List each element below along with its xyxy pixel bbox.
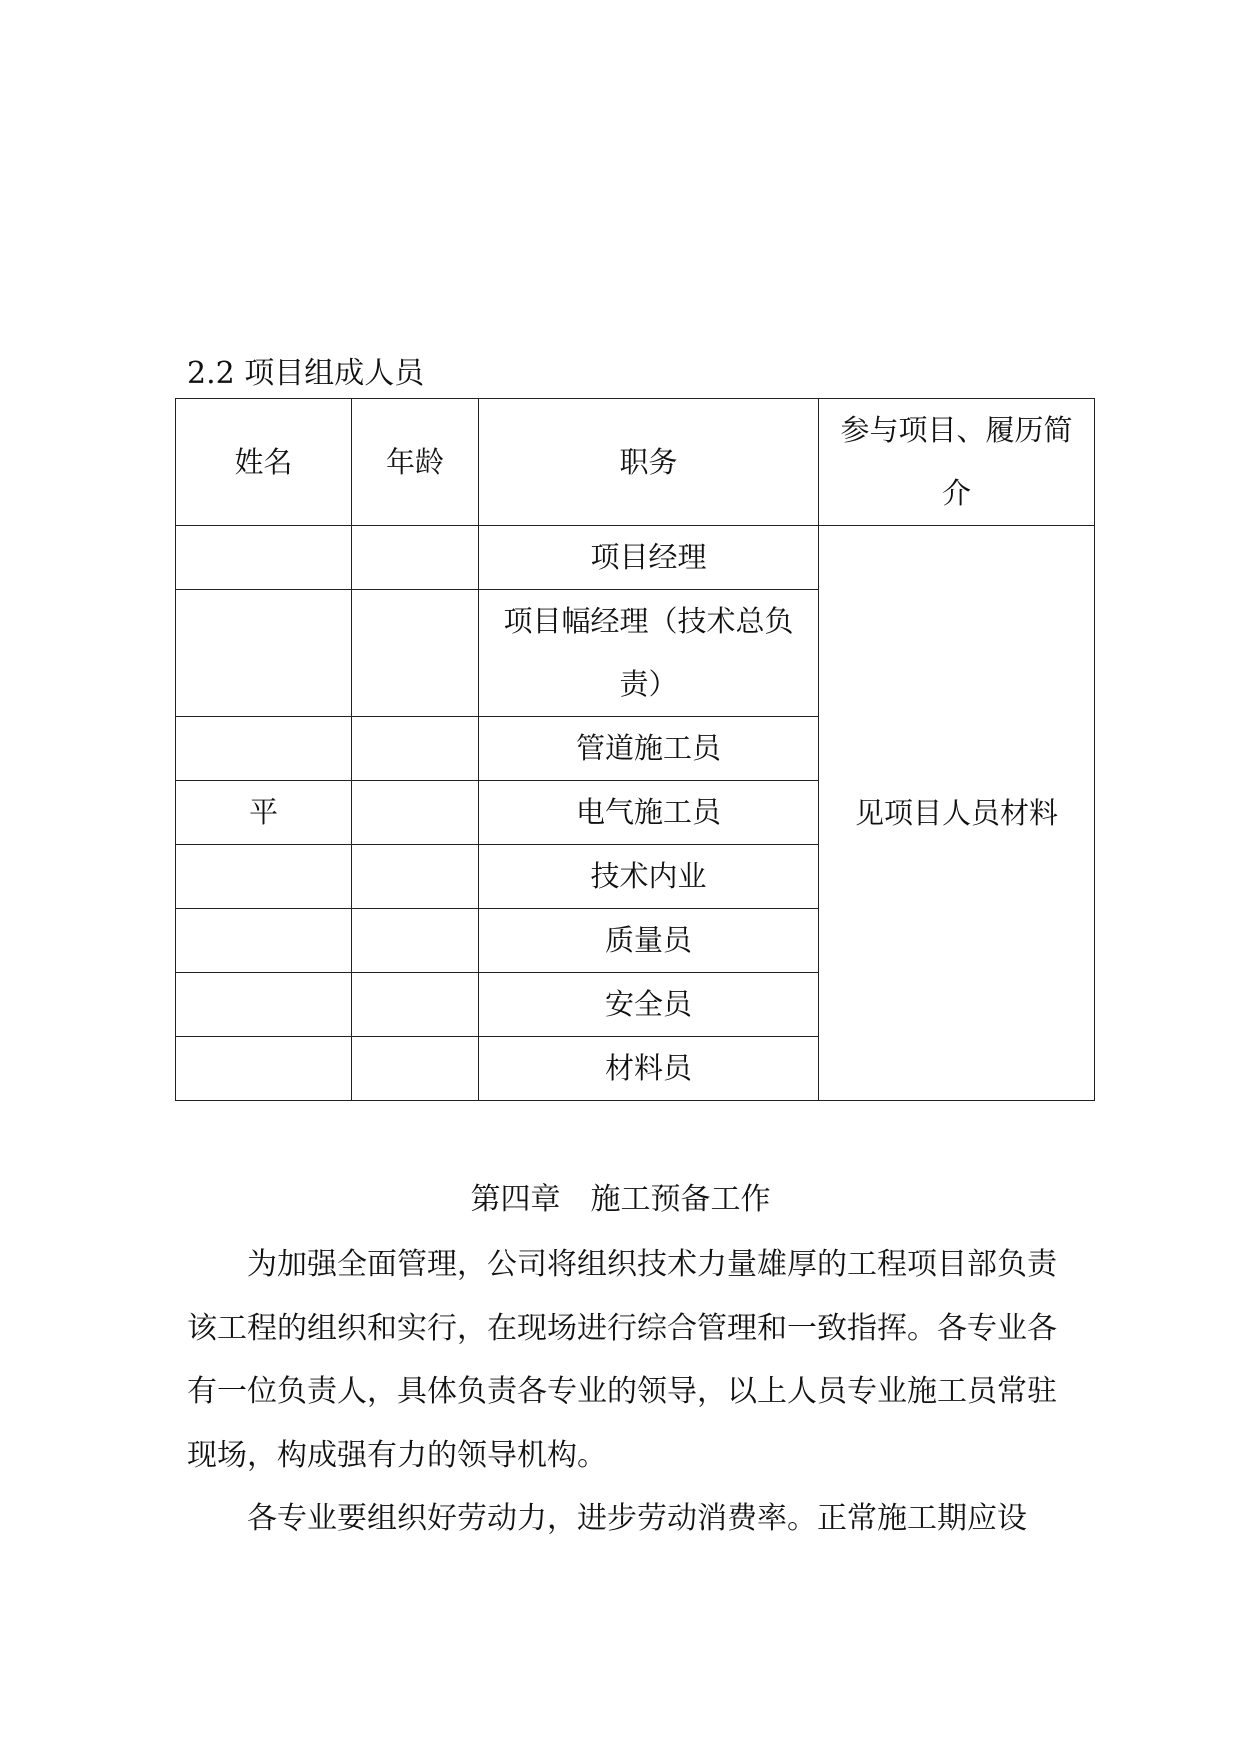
section-heading: 2.2 项目组成人员	[187, 356, 425, 391]
cell-name	[176, 1037, 352, 1101]
cell-age	[352, 590, 479, 717]
cell-age	[352, 973, 479, 1037]
cell-name: 平	[176, 781, 352, 845]
cell-name	[176, 909, 352, 973]
table-row	[176, 526, 1095, 590]
cell-name	[176, 526, 352, 590]
cell-position: 技术内业	[479, 845, 819, 909]
cell-position: 电气施工员	[479, 781, 819, 845]
cell-name	[176, 717, 352, 781]
header-history: 参与项目、履历简介	[819, 399, 1095, 526]
cell-age	[352, 781, 479, 845]
cell-age	[352, 717, 479, 781]
paragraph: 为加强全面管理，公司将组织技术力量雄厚的工程项目部负责该工程的组织和实行，在现场进行综合管理和一致指挥。各专业各有一位负责人，具体负责各专业的领导，以上人员专业施工员常驻现场，构成强有力的领导机构。	[187, 1247, 1057, 1473]
cell-age	[352, 845, 479, 909]
body-text	[187, 1233, 1057, 1551]
cell-age	[352, 909, 479, 973]
cell-name	[176, 973, 352, 1037]
header-position: 职务	[479, 399, 819, 526]
cell-position: 材料员	[479, 1037, 819, 1101]
cell-age	[352, 526, 479, 590]
chapter-title: 第四章 施工预备工作	[470, 1182, 771, 1217]
paragraph: 各专业要组织好劳动力，进步劳动消费率。正常施工期应设	[247, 1501, 1027, 1536]
cell-position: 质量员	[479, 909, 819, 973]
table-header-row	[176, 399, 1095, 526]
cell-name	[176, 590, 352, 717]
header-age: 年龄	[352, 399, 479, 526]
cell-position: 安全员	[479, 973, 819, 1037]
cell-position: 项目幅经理（技术总负责）	[479, 590, 819, 717]
staff-table	[175, 398, 1095, 1101]
cell-age	[352, 1037, 479, 1101]
header-name: 姓名	[176, 399, 352, 526]
cell-history-merged: 见项目人员材料	[819, 526, 1095, 1101]
cell-position: 项目经理	[479, 526, 819, 590]
cell-position: 管道施工员	[479, 717, 819, 781]
cell-name	[176, 845, 352, 909]
